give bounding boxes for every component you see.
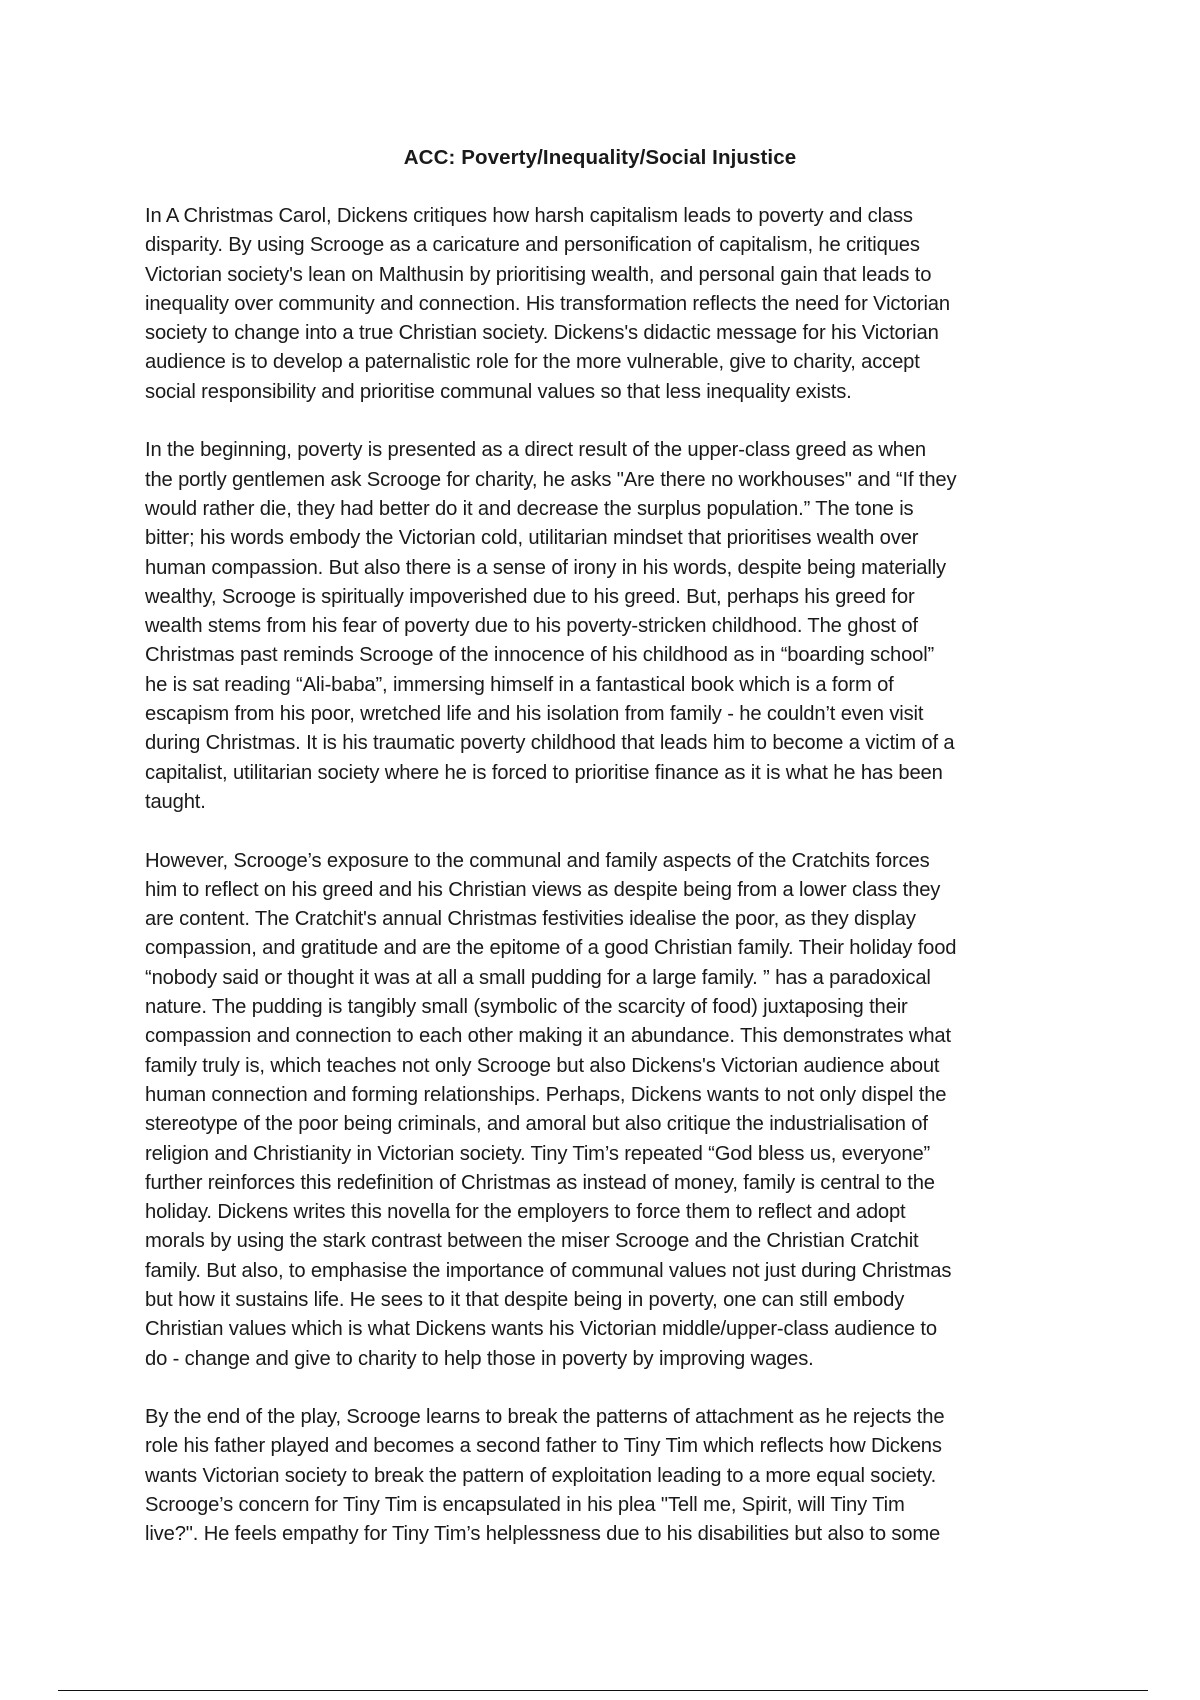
text-line: Victorian society's lean on Malthusin by prioritising wealth, and personal gain that leads to bbox=[145, 263, 932, 286]
text-line: compassion and connection to each other making it an abundance. This demonstrates what bbox=[145, 1025, 951, 1048]
text-line: disparity. By using Scrooge as a caricature and personification of capitalism, he critiques bbox=[145, 234, 920, 257]
text-line: Christmas past reminds Scrooge of the innocence of his childhood as in “boarding school” bbox=[145, 644, 935, 667]
text-line: In the beginning, poverty is presented as a direct result of the upper-class greed as when bbox=[145, 439, 927, 462]
text-line: family. But also, to emphasise the importance of communal values not just during Christmas bbox=[145, 1259, 952, 1282]
paragraph-however bbox=[145, 847, 1070, 1374]
text-line: social responsibility and prioritise communal values so that less inequality exists. bbox=[145, 380, 852, 403]
text-line: he is sat reading “Ali-baba”, immersing himself in a fantastical book which is a form of bbox=[145, 673, 894, 696]
text-line: holiday. Dickens writes this novella for the employers to force them to reflect and adopt bbox=[145, 1201, 906, 1224]
text-line: wealthy, Scrooge is spiritually impoverished due to his greed. But, perhaps his greed for bbox=[145, 585, 915, 608]
text-line: By the end of the play, Scrooge learns to break the patterns of attachment as he rejects the bbox=[145, 1406, 945, 1429]
text-line: human compassion. But also there is a sense of irony in his words, despite being materially bbox=[145, 556, 946, 579]
text-line: are content. The Cratchit's annual Christmas festivities idealise the poor, as they display bbox=[145, 908, 916, 931]
text-line: wealth stems from his fear of poverty due to his poverty-stricken childhood. The ghost of bbox=[145, 615, 918, 638]
document-title: ACC: Poverty/Inequality/Social Injustice bbox=[403, 146, 797, 169]
text-line: wants Victorian society to break the pattern of exploitation leading to a more equal society. bbox=[145, 1464, 937, 1487]
text-line: religion and Christianity in Victorian society. Tiny Tim’s repeated “God bless us, everyone” bbox=[145, 1142, 931, 1165]
text-line: during Christmas. It is his traumatic poverty childhood that leads him to become a victim of a bbox=[145, 732, 955, 755]
text-line: him to reflect on his greed and his Christian views as despite being from a lower class they bbox=[145, 878, 941, 901]
paragraph-end-of-play bbox=[145, 1403, 1070, 1549]
text-line: compassion, and gratitude and are the epitome of a good Christian family. Their holiday food bbox=[145, 937, 957, 960]
text-line: do - change and give to charity to help those in poverty by improving wages. bbox=[145, 1347, 814, 1370]
text-line: bitter; his words embody the Victorian cold, utilitarian mindset that prioritises wealth over bbox=[145, 527, 919, 550]
text-line: Christian values which is what Dickens wants his Victorian middle/upper-class audience to bbox=[145, 1318, 937, 1341]
text-line: human connection and forming relationships. Perhaps, Dickens wants to not only dispel the bbox=[145, 1083, 947, 1106]
text-line: In A Christmas Carol, Dickens critiques how harsh capitalism leads to poverty and class bbox=[145, 205, 913, 227]
text-line: escapism from his poor, wretched life and his isolation from family - he couldn’t even visit bbox=[145, 703, 924, 726]
text-line: further reinforces this redefinition of Christmas as instead of money, family is central to the bbox=[145, 1171, 935, 1194]
text-line: family truly is, which teaches not only Scrooge but also Dickens's Victorian audience about bbox=[145, 1054, 940, 1077]
text-line: taught. bbox=[145, 790, 206, 813]
paragraph-beginning bbox=[145, 436, 1070, 817]
text-line: Scrooge’s concern for Tiny Tim is encapsulated in his plea "Tell me, Spirit, will Tiny Tim bbox=[145, 1494, 905, 1517]
text-line: stereotype of the poor being criminals, and amoral but also critique the industrialisation of bbox=[145, 1113, 928, 1136]
document-body bbox=[145, 202, 1070, 1579]
text-line: but how it sustains life. He sees to it that despite being in poverty, one can still embody bbox=[145, 1288, 905, 1311]
text-line: society to change into a true Christian society. Dickens's didactic message for his Victorian bbox=[145, 322, 939, 345]
text-line: would rather die, they had better do it and decrease the surplus population.” The tone is bbox=[145, 497, 914, 520]
text-line: “nobody said or thought it was at all a small pudding for a large family. ” has a paradoxical bbox=[145, 966, 931, 989]
text-line: capitalist, utilitarian society where he is forced to prioritise finance as it is what he has been bbox=[145, 761, 943, 784]
paragraph-introduction bbox=[145, 202, 1070, 407]
page-bottom-divider bbox=[58, 1690, 1148, 1691]
text-line: morals by using the stark contrast between the miser Scrooge and the Christian Cratchit bbox=[145, 1230, 919, 1253]
text-line: However, Scrooge’s exposure to the communal and family aspects of the Cratchits forces bbox=[145, 849, 930, 872]
text-line: audience is to develop a paternalistic role for the more vulnerable, give to charity, accept bbox=[145, 351, 920, 374]
text-line: role his father played and becomes a second father to Tiny Tim which reflects how Dickens bbox=[145, 1435, 942, 1458]
text-line: live?". He feels empathy for Tiny Tim’s helplessness due to his disabilities but also to some bbox=[145, 1523, 941, 1546]
text-line: the portly gentlemen ask Scrooge for charity, he asks "Are there no workhouses" and “If they bbox=[145, 468, 957, 491]
text-line: inequality over community and connection. His transformation reflects the need for Victorian bbox=[145, 292, 950, 315]
text-line: nature. The pudding is tangibly small (symbolic of the scarcity of food) juxtaposing their bbox=[145, 996, 908, 1019]
